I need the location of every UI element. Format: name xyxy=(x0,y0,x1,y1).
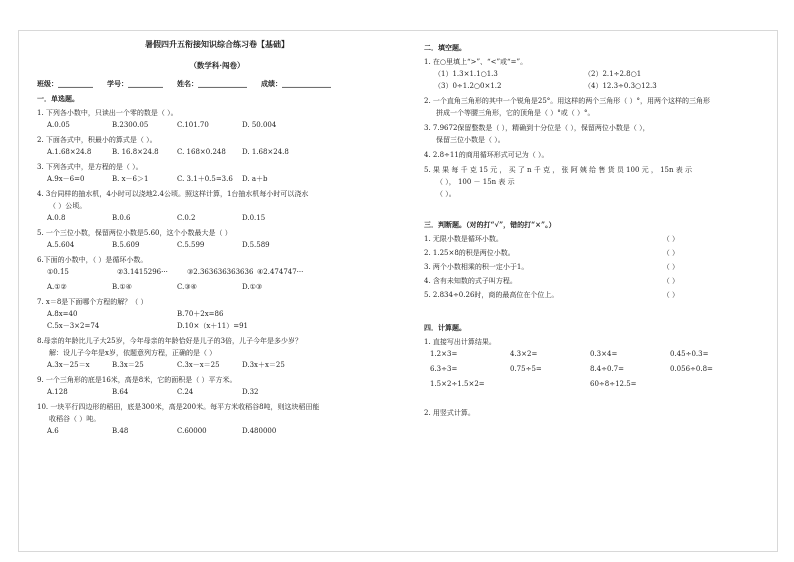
question-continued: （ ）， 100 － 15n 表 示 xyxy=(436,178,515,186)
options xyxy=(47,283,397,292)
option[interactable]: B.64 xyxy=(112,388,129,396)
question: 5. 果 果 每 千 克 15 元 ， 买 了 n 千 克 ， 张 阿 姨 给 售 货 员 100 元 ， 15n 表 示 xyxy=(424,166,692,174)
option[interactable]: D. 1.68×24.8 xyxy=(242,148,289,156)
option[interactable]: D.32 xyxy=(242,388,259,396)
options xyxy=(47,361,397,370)
option[interactable]: B.0.6 xyxy=(112,214,131,222)
calc-row xyxy=(430,350,774,359)
option[interactable]: B. 16.8×24.8 xyxy=(112,148,159,156)
options xyxy=(47,427,397,436)
question-continued: （ ）。 xyxy=(436,190,456,198)
option[interactable]: C.5x－3×2=74 xyxy=(47,322,100,330)
option[interactable]: C.0.2 xyxy=(177,214,196,222)
section-heading: 四．计算题。 xyxy=(424,323,466,332)
calc-item[interactable]: 6.3÷3= xyxy=(430,365,458,373)
statement-list xyxy=(47,268,397,277)
section-heading: 二．填空题。 xyxy=(424,43,466,52)
calc-item[interactable]: 0.3×4= xyxy=(590,350,618,358)
question: 6.下面的小数中，（ ）是循环小数。 xyxy=(37,256,148,264)
calc-item[interactable]: 0.75÷5= xyxy=(510,365,542,373)
option[interactable]: D.3x＋x＝25 xyxy=(242,361,285,369)
question: 4. 3台同样的抽水机，4小时可以浇地2.4公顷。照这样计算，1台抽水机每小时可以浇水 xyxy=(37,190,309,198)
option[interactable]: B.48 xyxy=(112,427,129,435)
option[interactable]: B.70＋2x=86 xyxy=(177,310,224,318)
compare-item[interactable]: （2）2.1÷2.8○1 xyxy=(584,70,642,78)
name-field[interactable]: 姓名：______________ xyxy=(177,79,247,88)
question: 10. 一块平行四边形的稻田，底是300米，高是200米。每平方米收稻谷8吨，则这块稻田能 xyxy=(37,403,320,411)
question: 1. 在○里填上“>”、“<”或“=”。 xyxy=(424,58,528,66)
option[interactable]: A.0.8 xyxy=(47,214,66,222)
options xyxy=(47,322,397,331)
calc-item[interactable]: 60÷8÷12.5= xyxy=(590,380,637,388)
option[interactable]: D.0.15 xyxy=(242,214,266,222)
options xyxy=(47,388,397,397)
option[interactable]: A.0.05 xyxy=(47,121,70,129)
answer-blank[interactable]: （ ） xyxy=(662,277,679,285)
option[interactable]: C.3x－x＝25 xyxy=(177,361,220,369)
question-continued: 收稻谷（ ）吨。 xyxy=(49,415,101,423)
option[interactable]: C.③④ xyxy=(177,283,197,291)
question: 4. 2.8÷11的商用循环形式可记为（ ）。 xyxy=(424,151,549,159)
judge-item: 5. 2.834÷0.26时，商的最高位在个位上。 （ ） xyxy=(424,291,679,299)
statement: ④2.474747··· xyxy=(257,268,304,276)
question: 8.母亲的年龄比儿子大25岁，今年母亲的年龄恰好是儿子的3倍，儿子今年是多少岁？ xyxy=(37,337,303,345)
judge-item: 4. 含有未知数的式子叫方程。 （ ） xyxy=(424,277,679,285)
option[interactable]: A.1.68×24.8 xyxy=(47,148,92,156)
compare-item[interactable]: （4）12.3÷0.3○12.3 xyxy=(584,82,657,90)
class-field[interactable]: 班级：__________ xyxy=(37,79,93,88)
option[interactable]: D. a＋b xyxy=(242,175,268,183)
option[interactable]: C.60000 xyxy=(177,427,207,435)
question: 2. 一个直角三角形的其中一个锐角是25°。用这样的两个三角形（ ）°，用两个这样的三角形 xyxy=(424,97,711,105)
option[interactable]: B.2300.05 xyxy=(112,121,149,129)
question: 9. 一个三角形的底是16米，高是8米，它的面积是（ ）平方米。 xyxy=(37,376,237,384)
calc-item[interactable]: 8.4÷0.7= xyxy=(590,365,624,373)
option[interactable]: B. x－6＞1 xyxy=(112,175,149,183)
option[interactable]: C. 168×0.248 xyxy=(177,148,226,156)
option[interactable]: D.480000 xyxy=(242,427,277,435)
calc-item[interactable]: 0.056÷0.8= xyxy=(670,365,713,373)
option[interactable]: A.6 xyxy=(47,427,59,435)
option[interactable]: C.24 xyxy=(177,388,194,396)
page-title: 暑假四升五衔接知识综合练习卷【基础】 xyxy=(145,39,289,49)
question: 1. 下列各小数中，只读出一个零的数是（ ）。 xyxy=(37,109,178,117)
calc-item[interactable]: 1.5×2÷1.5×2= xyxy=(430,380,485,388)
left-column xyxy=(37,39,397,442)
options xyxy=(47,310,397,319)
compare-item[interactable]: （1）1.3×1.1○1.3 xyxy=(434,70,498,78)
section-heading: 三．判断题。（对的打“√”，错的打“×”。） xyxy=(424,220,556,229)
answer-blank[interactable]: （ ） xyxy=(662,263,679,271)
calc-row xyxy=(430,380,774,389)
answer-blank[interactable]: （ ） xyxy=(662,249,679,257)
section-heading: 一．单选题。 xyxy=(37,94,79,103)
score-field[interactable]: 成绩：______________ xyxy=(261,79,331,88)
page-subtitle: （数学科·闯卷） xyxy=(189,61,245,70)
option[interactable]: D.5.589 xyxy=(242,241,270,249)
option[interactable]: A.8x=40 xyxy=(47,310,78,318)
student-number-field[interactable]: 学号：__________ xyxy=(107,79,163,88)
judge-item: 3. 两个小数相乘的积一定小于1。 （ ） xyxy=(424,263,679,271)
option[interactable]: A.9x－6=0 xyxy=(47,175,85,183)
calc-item[interactable]: 4.3×2= xyxy=(510,350,538,358)
calc-row xyxy=(430,365,774,374)
option[interactable]: B.①④ xyxy=(112,283,132,291)
right-column xyxy=(424,39,774,421)
options xyxy=(47,214,397,223)
option[interactable]: C.5.599 xyxy=(177,241,205,249)
judge-item: 2. 1.25×8的积是两位小数。 （ ） xyxy=(424,249,679,257)
answer-blank[interactable]: （ ） xyxy=(662,291,679,299)
question: 3. 7.9672保留整数是（ ），精确到十分位是（ ），保留两位小数是（ ）， xyxy=(424,124,650,132)
calc-item[interactable]: 1.2×3= xyxy=(430,350,458,358)
question-continued: 拼成一个等腰三角形，它的顶角是（ ）°或（ ）°。 xyxy=(436,109,595,117)
question: 5. 一个三位小数，保留两位小数是5.60，这个小数最大是（ ） xyxy=(37,229,232,237)
question: 7. x＝8是下面哪个方程的解？（ ） xyxy=(37,298,148,306)
compare-item[interactable]: （3）0÷1.2○0×1.2 xyxy=(434,82,502,90)
statement: ①0.1̇5 xyxy=(47,268,69,276)
statement: ②3.1415296··· xyxy=(117,268,168,276)
compare-items xyxy=(434,82,774,91)
statement: ③2.363636363636 xyxy=(187,268,254,276)
option[interactable]: B.5.609 xyxy=(112,241,140,249)
question: 2. 用竖式计算。 xyxy=(424,409,475,417)
option[interactable]: C.101.70 xyxy=(177,121,209,129)
question: 3. 下列各式中，是方程的是（ ）。 xyxy=(37,163,143,171)
option[interactable]: A.3x－25＝x xyxy=(47,361,90,369)
question: 1. 直接写出计算结果。 xyxy=(424,338,496,346)
option[interactable]: C. 3.1＋0.5=3.6 xyxy=(177,175,233,183)
option[interactable]: A.5.604 xyxy=(47,241,75,249)
student-info xyxy=(37,79,397,88)
options xyxy=(47,175,397,184)
option[interactable]: D. 50.004 xyxy=(242,121,277,129)
options xyxy=(47,241,397,250)
calc-item[interactable]: 0.45÷0.3= xyxy=(670,350,709,358)
judge-item: 1. 无限小数是循环小数。 （ ） xyxy=(424,235,679,243)
worksheet-page xyxy=(18,30,778,552)
option[interactable]: B.3x＝25 xyxy=(112,361,144,369)
question-continued: （ ）公顷。 xyxy=(49,202,87,210)
question: 2. 下面各式中，积最小的算式是（ ）。 xyxy=(37,136,157,144)
option[interactable]: D.①③ xyxy=(242,283,263,291)
question-continued: 保留三位小数是（ ）。 xyxy=(436,136,505,144)
compare-items xyxy=(434,70,774,79)
answer-blank[interactable]: （ ） xyxy=(662,235,679,243)
option[interactable]: D.10×（x＋11）=91 xyxy=(177,322,248,330)
question-continued: 解：设儿子今年是x岁，依题意列方程，正确的是（ ） xyxy=(49,349,217,357)
option[interactable]: A.128 xyxy=(47,388,68,396)
option[interactable]: A.①② xyxy=(47,283,67,291)
options xyxy=(47,121,397,130)
options xyxy=(47,148,397,157)
